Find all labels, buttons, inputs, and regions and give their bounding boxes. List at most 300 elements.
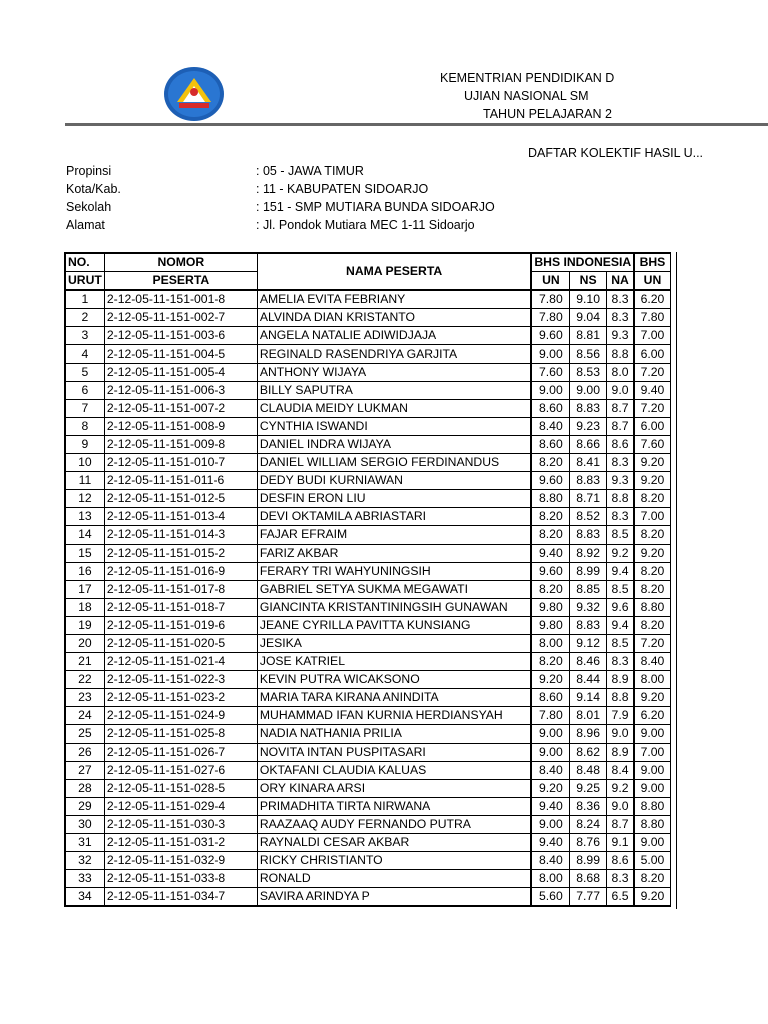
table-row [65,435,670,453]
indo-un: 9.00 [531,743,570,761]
row-number: 20 [65,634,104,652]
next-un: 9.20 [634,454,670,472]
indo-un: 7.80 [531,290,570,309]
next-un: 8.20 [634,490,670,508]
participant-number: 2-12-05-11-151-017-8 [104,580,257,598]
participant-name: JESIKA [257,634,531,652]
participant-name: RONALD [257,870,531,888]
participant-name: DESFIN ERON LIU [257,490,531,508]
row-number: 32 [65,852,104,870]
participant-number: 2-12-05-11-151-027-6 [104,761,257,779]
indo-un: 8.60 [531,689,570,707]
table-row [65,689,670,707]
indo-na: 9.2 [606,779,634,797]
participant-name: JEANE CYRILLA PAVITTA KUNSIANG [257,616,531,634]
indo-ns: 8.81 [570,327,606,345]
next-un: 6.00 [634,417,670,435]
indo-un: 9.00 [531,381,570,399]
indo-un: 7.60 [531,363,570,381]
table-row [65,544,670,562]
indo-ns: 8.83 [570,526,606,544]
participant-number: 2-12-05-11-151-033-8 [104,870,257,888]
participant-number: 2-12-05-11-151-019-6 [104,616,257,634]
header-bhs-indonesia: BHS INDONESIA [531,253,634,272]
next-un: 8.00 [634,671,670,689]
participant-number: 2-12-05-11-151-021-4 [104,653,257,671]
indo-un: 8.40 [531,852,570,870]
indo-na: 9.0 [606,725,634,743]
next-un: 6.20 [634,290,670,309]
participant-name: CLAUDIA MEIDY LUKMAN [257,399,531,417]
indo-ns: 8.48 [570,761,606,779]
indo-na: 8.7 [606,815,634,833]
next-un: 8.80 [634,797,670,815]
indo-na: 8.6 [606,435,634,453]
participant-number: 2-12-05-11-151-032-9 [104,852,257,870]
indo-na: 8.9 [606,671,634,689]
indo-un: 8.20 [531,580,570,598]
indo-ns: 8.71 [570,490,606,508]
row-number: 34 [65,888,104,907]
participant-name: FERARY TRI WAHYUNINGSIH [257,562,531,580]
indo-ns: 9.32 [570,598,606,616]
indo-ns: 8.96 [570,725,606,743]
participant-number: 2-12-05-11-151-018-7 [104,598,257,616]
next-un: 7.00 [634,508,670,526]
table-row [65,707,670,725]
indo-na: 8.8 [606,689,634,707]
participant-name: NOVITA INTAN PUSPITASARI [257,743,531,761]
header-divider [65,123,768,126]
next-un: 9.00 [634,834,670,852]
indo-na: 8.3 [606,454,634,472]
info-value: : 11 - KABUPATEN SIDOARJO [256,182,429,196]
info-label: Sekolah [66,200,112,214]
table-row [65,417,670,435]
info-label: Propinsi [66,164,112,178]
indo-na: 8.3 [606,508,634,526]
indo-ns: 8.83 [570,399,606,417]
next-un: 8.20 [634,580,670,598]
next-un: 9.20 [634,472,670,490]
indo-ns: 8.62 [570,743,606,761]
next-un: 9.00 [634,761,670,779]
header-bhs-next: BHS [634,253,670,272]
indo-na: 6.5 [606,888,634,907]
next-un: 8.20 [634,526,670,544]
indo-ns: 8.99 [570,562,606,580]
indo-ns: 8.66 [570,435,606,453]
indo-ns: 9.12 [570,634,606,652]
indo-na: 9.6 [606,598,634,616]
row-number: 6 [65,381,104,399]
indo-na: 9.4 [606,616,634,634]
indo-un: 8.60 [531,435,570,453]
participant-name: RAAZAAQ AUDY FERNANDO PUTRA [257,815,531,833]
participant-name: FAJAR EFRAIM [257,526,531,544]
next-un: 8.20 [634,562,670,580]
indo-ns: 8.83 [570,472,606,490]
row-number: 29 [65,797,104,815]
indo-na: 9.4 [606,562,634,580]
table-row [65,309,670,327]
participant-number: 2-12-05-11-151-015-2 [104,544,257,562]
participant-name: SAVIRA ARINDYA P [257,888,531,907]
indo-ns: 9.14 [570,689,606,707]
indo-na: 7.9 [606,707,634,725]
indo-un: 9.60 [531,562,570,580]
indo-ns: 8.56 [570,345,606,363]
indo-un: 9.40 [531,834,570,852]
participant-number: 2-12-05-11-151-001-8 [104,290,257,309]
results-table [64,252,671,907]
indo-na: 8.3 [606,290,634,309]
participant-number: 2-12-05-11-151-004-5 [104,345,257,363]
row-number: 30 [65,815,104,833]
indo-un: 9.80 [531,616,570,634]
participant-number: 2-12-05-11-151-034-7 [104,888,257,907]
next-un: 9.00 [634,725,670,743]
next-un: 8.20 [634,870,670,888]
next-un: 9.20 [634,689,670,707]
participant-name: DEVI OKTAMILA ABRIASTARI [257,508,531,526]
indo-na: 8.0 [606,363,634,381]
indo-un: 9.40 [531,544,570,562]
indo-na: 8.4 [606,761,634,779]
participant-name: GABRIEL SETYA SUKMA MEGAWATI [257,580,531,598]
table-row [65,454,670,472]
indo-na: 8.3 [606,653,634,671]
participant-number: 2-12-05-11-151-009-8 [104,435,257,453]
indo-na: 9.1 [606,834,634,852]
row-number: 25 [65,725,104,743]
indo-ns: 8.01 [570,707,606,725]
indo-ns: 8.76 [570,834,606,852]
next-un: 8.40 [634,653,670,671]
indo-ns: 9.00 [570,381,606,399]
next-un: 9.20 [634,544,670,562]
table-row [65,852,670,870]
participant-number: 2-12-05-11-151-031-2 [104,834,257,852]
participant-name: GIANCINTA KRISTANTININGSIH GUNAWAN [257,598,531,616]
row-number: 19 [65,616,104,634]
participant-number: 2-12-05-11-151-005-4 [104,363,257,381]
table-row [65,562,670,580]
header-ns: NS [570,272,606,291]
table-row [65,580,670,598]
next-un: 5.00 [634,852,670,870]
indo-un: 8.20 [531,653,570,671]
info-row-sekolah [66,198,666,216]
tut-wuri-handayani-logo [163,66,225,122]
participant-number: 2-12-05-11-151-008-9 [104,417,257,435]
indo-na: 8.5 [606,634,634,652]
row-number: 31 [65,834,104,852]
header-nomor-top: NOMOR [104,253,257,272]
row-number: 3 [65,327,104,345]
participant-name: AMELIA EVITA FEBRIANY [257,290,531,309]
table-row [65,399,670,417]
indo-ns: 8.24 [570,815,606,833]
indo-ns: 8.83 [570,616,606,634]
indo-na: 9.2 [606,544,634,562]
row-number: 5 [65,363,104,381]
indo-na: 8.5 [606,526,634,544]
indo-na: 8.5 [606,580,634,598]
participant-number: 2-12-05-11-151-010-7 [104,454,257,472]
indo-un: 8.00 [531,870,570,888]
table-row [65,888,670,907]
indo-un: 9.00 [531,725,570,743]
indo-ns: 8.92 [570,544,606,562]
row-number: 16 [65,562,104,580]
info-value: : Jl. Pondok Mutiara MEC 1-11 Sidoarjo [256,218,475,232]
indo-ns: 8.46 [570,653,606,671]
indo-na: 8.7 [606,399,634,417]
participant-name: ALVINDA DIAN KRISTANTO [257,309,531,327]
indo-un: 9.80 [531,598,570,616]
table-row [65,526,670,544]
participant-number: 2-12-05-11-151-020-5 [104,634,257,652]
indo-na: 8.8 [606,490,634,508]
row-number: 12 [65,490,104,508]
next-un: 6.20 [634,707,670,725]
header-nama: NAMA PESERTA [257,253,531,290]
next-un: 7.80 [634,309,670,327]
indo-un: 7.80 [531,707,570,725]
participant-name: ANGELA NATALIE ADIWIDJAJA [257,327,531,345]
info-value: : 05 - JAWA TIMUR [256,164,364,178]
participant-number: 2-12-05-11-151-023-2 [104,689,257,707]
indo-un: 8.40 [531,417,570,435]
row-number: 8 [65,417,104,435]
table-row [65,815,670,833]
row-number: 26 [65,743,104,761]
participant-number: 2-12-05-11-151-011-6 [104,472,257,490]
next-un: 6.00 [634,345,670,363]
indo-na: 8.3 [606,309,634,327]
school-info [66,162,666,234]
participant-name: JOSE KATRIEL [257,653,531,671]
info-label: Kota/Kab. [66,182,121,196]
table-row [65,508,670,526]
indo-un: 9.20 [531,779,570,797]
participant-number: 2-12-05-11-151-007-2 [104,399,257,417]
participant-name: NADIA NATHANIA PRILIA [257,725,531,743]
participant-name: ORY KINARA ARSI [257,779,531,797]
header-no-top: NO. [65,253,104,272]
row-number: 27 [65,761,104,779]
indo-na: 9.3 [606,327,634,345]
indo-na: 9.3 [606,472,634,490]
participant-number: 2-12-05-11-151-002-7 [104,309,257,327]
row-number: 33 [65,870,104,888]
indo-un: 5.60 [531,888,570,907]
row-number: 23 [65,689,104,707]
indo-ns: 9.10 [570,290,606,309]
indo-na: 9.0 [606,381,634,399]
row-number: 18 [65,598,104,616]
row-number: 14 [65,526,104,544]
indo-ns: 8.52 [570,508,606,526]
participant-number: 2-12-05-11-151-030-3 [104,815,257,833]
header-nomor-bottom: PESERTA [104,272,257,291]
table-row [65,834,670,852]
indo-ns: 8.41 [570,454,606,472]
next-un: 9.00 [634,779,670,797]
row-number: 28 [65,779,104,797]
indo-ns: 9.04 [570,309,606,327]
info-row-propinsi [66,162,666,180]
row-number: 21 [65,653,104,671]
row-number: 10 [65,454,104,472]
indo-ns: 8.68 [570,870,606,888]
participant-name: ANTHONY WIJAYA [257,363,531,381]
participant-number: 2-12-05-11-151-014-3 [104,526,257,544]
indo-un: 8.20 [531,526,570,544]
info-value: : 151 - SMP MUTIARA BUNDA SIDOARJO [256,200,495,214]
indo-un: 8.00 [531,634,570,652]
indo-un: 8.20 [531,508,570,526]
next-un: 7.20 [634,399,670,417]
info-label: Alamat [66,218,105,232]
table-row [65,290,670,309]
participant-name: OKTAFANI CLAUDIA KALUAS [257,761,531,779]
indo-ns: 7.77 [570,888,606,907]
indo-un: 9.60 [531,472,570,490]
header-exam: UJIAN NASIONAL SM [464,89,589,103]
next-un: 8.80 [634,598,670,616]
participant-name: RAYNALDI CESAR AKBAR [257,834,531,852]
indo-na: 8.7 [606,417,634,435]
participant-name: PRIMADHITA TIRTA NIRWANA [257,797,531,815]
indo-un: 9.00 [531,815,570,833]
indo-na: 8.3 [606,870,634,888]
table-row [65,327,670,345]
indo-ns: 8.99 [570,852,606,870]
participant-name: KEVIN PUTRA WICAKSONO [257,671,531,689]
participant-number: 2-12-05-11-151-028-5 [104,779,257,797]
indo-un: 8.80 [531,490,570,508]
next-un: 7.20 [634,363,670,381]
participant-number: 2-12-05-11-151-024-9 [104,707,257,725]
participant-number: 2-12-05-11-151-029-4 [104,797,257,815]
row-number: 22 [65,671,104,689]
indo-un: 8.40 [531,761,570,779]
row-number: 13 [65,508,104,526]
table-row [65,653,670,671]
table-row [65,634,670,652]
header-un: UN [531,272,570,291]
table-row [65,725,670,743]
participant-name: DANIEL INDRA WIJAYA [257,435,531,453]
indo-na: 8.9 [606,743,634,761]
info-row-alamat [66,216,666,234]
next-un: 8.20 [634,616,670,634]
row-number: 24 [65,707,104,725]
indo-ns: 8.44 [570,671,606,689]
indo-un: 7.80 [531,309,570,327]
participant-number: 2-12-05-11-151-022-3 [104,671,257,689]
table-row [65,363,670,381]
indo-ns: 8.36 [570,797,606,815]
table-row [65,761,670,779]
participant-name: MARIA TARA KIRANA ANINDITA [257,689,531,707]
participant-number: 2-12-05-11-151-003-6 [104,327,257,345]
next-un: 7.20 [634,634,670,652]
participant-name: DANIEL WILLIAM SERGIO FERDINANDUS [257,454,531,472]
header-ministry: KEMENTRIAN PENDIDIKAN D [440,71,615,85]
indo-ns: 8.53 [570,363,606,381]
row-number: 15 [65,544,104,562]
table-row [65,381,670,399]
table-row [65,616,670,634]
participant-name: DEDY BUDI KURNIAWAN [257,472,531,490]
indo-un: 9.60 [531,327,570,345]
table-row [65,779,670,797]
participant-name: CYNTHIA ISWANDI [257,417,531,435]
table-row [65,472,670,490]
participant-number: 2-12-05-11-151-006-3 [104,381,257,399]
table-row [65,490,670,508]
table-row [65,743,670,761]
indo-ns: 9.25 [570,779,606,797]
indo-un: 8.60 [531,399,570,417]
indo-un: 8.20 [531,454,570,472]
row-number: 2 [65,309,104,327]
next-un: 7.00 [634,327,670,345]
participant-name: FARIZ AKBAR [257,544,531,562]
indo-un: 9.20 [531,671,570,689]
row-number: 4 [65,345,104,363]
document-header [348,69,768,123]
participant-name: RICKY CHRISTIANTO [257,852,531,870]
participant-number: 2-12-05-11-151-012-5 [104,490,257,508]
info-row-kota [66,180,666,198]
participant-name: BILLY SAPUTRA [257,381,531,399]
participant-number: 2-12-05-11-151-016-9 [104,562,257,580]
participant-number: 2-12-05-11-151-025-8 [104,725,257,743]
indo-un: 9.00 [531,345,570,363]
participant-number: 2-12-05-11-151-026-7 [104,743,257,761]
table-row [65,671,670,689]
header-un-2: UN [634,272,670,291]
indo-na: 8.6 [606,852,634,870]
next-un: 9.40 [634,381,670,399]
indo-ns: 9.23 [570,417,606,435]
header-na: NA [606,272,634,291]
indo-na: 9.0 [606,797,634,815]
next-un: 7.00 [634,743,670,761]
page-crop [676,250,768,915]
indo-na: 8.8 [606,345,634,363]
participant-name: REGINALD RASENDRIYA GARJITA [257,345,531,363]
table-right-edge [676,252,677,909]
header-year: TAHUN PELAJARAN 2 [483,107,612,121]
row-number: 1 [65,290,104,309]
table-row [65,598,670,616]
row-number: 9 [65,435,104,453]
table-row [65,797,670,815]
header-no-bottom: URUT [65,272,104,291]
table-row [65,345,670,363]
indo-un: 9.40 [531,797,570,815]
row-number: 11 [65,472,104,490]
table-row [65,870,670,888]
next-un: 7.60 [634,435,670,453]
next-un: 8.80 [634,815,670,833]
indo-ns: 8.85 [570,580,606,598]
